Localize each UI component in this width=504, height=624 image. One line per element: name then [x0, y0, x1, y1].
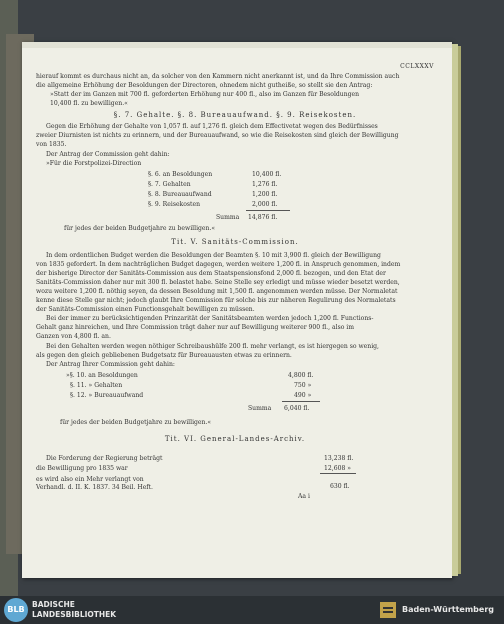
table-row-value: 1,276 fl. — [252, 181, 278, 188]
table-row-value: 750 » — [294, 382, 312, 389]
text-line: als gegen den gleich gebliebenen Budgetsatz für Bureauausten etwas zu erinnern. — [36, 352, 292, 359]
text-line: zweier Diurnisten ist nichts zu erinnern, und der Bureauaufwand, so wie die Reisekosten sind gleich der Bewilligung — [36, 132, 399, 139]
library-name-line1: BADISCHE — [32, 600, 75, 609]
text-line: »Statt der im Ganzen mit 700 fl. geforderten Erhöhung nur 400 fl., also im Ganzen für Besoldungen — [50, 91, 360, 98]
table-row-label: »§. 10. an Besoldungen — [66, 372, 138, 379]
vi-row-label: Die Forderung der Regierung beträgt — [46, 455, 163, 462]
blb-logo-icon[interactable]: BLB — [4, 598, 28, 622]
text-line: Der Antrag Ihrer Commission geht dahin: — [46, 361, 175, 368]
text-line: Bei den Gehalten werden wegen nöthiger Schreibaushülfe 200 fl. mehr verlangt, es ist hiergegen so wenig, — [46, 343, 379, 350]
table-row-value: 2,000 fl. — [252, 201, 278, 208]
section-title: Tit. V. Sanitäts-Commission. — [171, 238, 299, 246]
sum-value: 6,040 fl. — [284, 405, 310, 412]
vi-row-label: die Bewilligung pro 1835 war — [36, 465, 128, 472]
text-line: Gegen die Erhöhung der Gehalte von 1,057 fl. auf 1,276 fl. gleich dem Effectivetat wegen des Bedürfnisses — [46, 123, 378, 130]
table-row-value: 4,800 fl. — [288, 372, 314, 379]
library-name-line2: LANDESBIBLIOTHEK — [32, 610, 117, 619]
text-line: Bei der immer zu berücksichtigenden Prinzarität der Sanitätsbeamten werden jedoch 1,200 fl. Functions- — [46, 315, 374, 322]
section-heading: §. 7. Gehalte. §. 8. Bureauaufwand. §. 9. Reisekosten. — [113, 111, 357, 119]
vi-row-value: 12,608 » — [324, 465, 351, 472]
text-line: von 1835. — [36, 141, 67, 148]
table-row-label: §. 8. Bureauaufwand — [148, 191, 212, 198]
vi-row-value: 13,238 fl. — [324, 455, 354, 462]
table-row-value: 1,200 fl. — [252, 191, 278, 198]
coat-of-arms-icon — [380, 602, 396, 618]
page-top-fold — [22, 42, 452, 48]
text-line: der bisherige Director der Sanitäts-Commission aus dem Staatspensionsfond 2,000 fl. bezogen, und den Etat der — [36, 270, 386, 277]
sum-rule — [246, 210, 290, 211]
bottom-note: Verhandl. d. II. K. 1837. 34 Beil. Heft. — [36, 484, 153, 491]
text-line: Der Antrag der Commission geht dahin: — [46, 151, 170, 158]
text-line: »Für die Forstpolizei-Direction — [46, 160, 142, 167]
page-stack-edge-outer — [458, 46, 461, 574]
sum-value: 14,876 fl. — [248, 214, 278, 221]
state-name[interactable]: Baden-Württemberg — [402, 605, 495, 614]
table-row-label: §. 6. an Besoldungen — [148, 171, 213, 178]
text-line: von 1835 gefordert. In dem nachträglichen Budget dagegen, werden weitere 1,200 fl. in Anspruch genommen, indem — [36, 261, 401, 268]
sum-rule — [282, 401, 320, 402]
table-row-label: §. 9. Reisekosten — [148, 201, 201, 208]
text-line: Gehalt ganz hinreichen, und Ihre Commission trägt daher nur auf Bewilligung weiterer 900 fl., also im — [36, 324, 355, 331]
table-row-label: §. 12. » Bureauaufwand — [70, 392, 144, 399]
table-row-value: 490 » — [294, 392, 312, 399]
table-row-label: §. 11. » Gehalten — [70, 382, 123, 389]
sum-label: Summa — [216, 214, 240, 221]
vi-row-value: 630 fl. — [330, 483, 350, 490]
text-line: Sanitäts-Commission daher nur mit 300 fl. belastet habe. Seine Stelle sey erledigt und müsse wieder besetzt werden, — [36, 279, 400, 286]
sum-label: Summa — [248, 405, 272, 412]
signature-mark: Aa i — [298, 493, 310, 500]
text-line: der Sanitäts-Commission einen Functionsgehalt bewilligen zu müssen. — [36, 306, 255, 313]
text-line: die allgemeine Erhöhung der Besoldungen der Directoren, ohnedem nicht gutheiße, so stellt sie den Antrag: — [36, 82, 373, 89]
text-line: 10,400 fl. zu bewilligen.« — [50, 100, 128, 107]
text-line: In dem ordentlichen Budget werden die Besoldungen der Beamten §. 10 mit 3,900 fl. gleich der Bewilligung — [46, 252, 381, 259]
page-number: CCLXXXV — [400, 63, 434, 70]
library-name[interactable] — [32, 600, 116, 620]
table-row-label: §. 7. Gehalten — [148, 181, 191, 188]
vi-row-label: es wird also ein Mehr verlangt von — [36, 476, 144, 483]
table-row-value: 10,400 fl. — [252, 171, 282, 178]
text-line: kenne diese Stelle gar nicht; jedoch glaubt Ihre Commission für solche bis zur näheren Regulirung des Normaletats — [36, 297, 396, 304]
section-title: Tit. VI. General-Landes-Archiv. — [164, 435, 306, 443]
sum-rule — [320, 473, 356, 474]
text-line: hierauf kommt es durchaus nicht an, da solcher von den Kammern nicht anerkannt ist, und da Ihre Commission auch — [36, 73, 400, 80]
text-line: Ganzen von 4,800 fl. an. — [36, 333, 111, 340]
text-line: für jedes der beiden Budgetjahre zu bewilligen.« — [64, 225, 216, 232]
footer-bar — [0, 596, 504, 624]
text-line: für jedes der beiden Budgetjahre zu bewilligen.« — [60, 419, 212, 426]
text-line: wozu weitere 1,200 fl. nöthig seyen, da dessen Besoldung mit 1,500 fl. angenommen werden müsse. Der Normaletat — [36, 288, 398, 295]
